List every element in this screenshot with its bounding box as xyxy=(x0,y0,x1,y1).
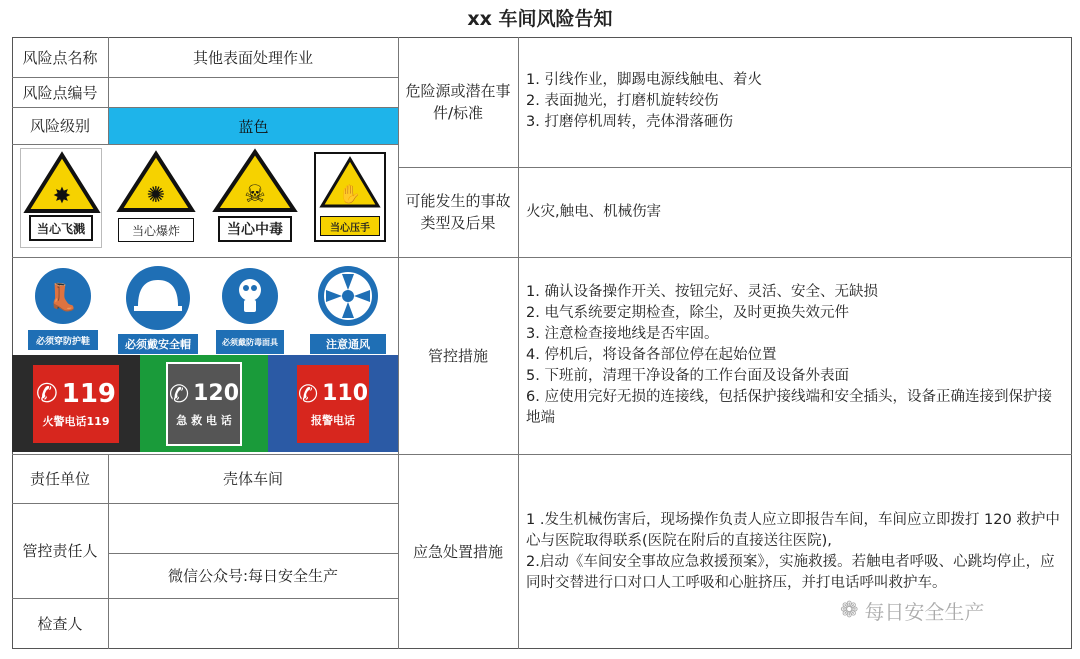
ambulance-phone-label: 急 救 电 话 xyxy=(176,413,232,427)
svg-text:✋: ✋ xyxy=(338,184,362,205)
warning-triangle-icon xyxy=(110,148,202,218)
phone-icon: ✆ xyxy=(35,378,58,409)
fire-phone-label: 火警电话119 xyxy=(42,414,110,428)
watermark xyxy=(840,596,984,625)
list-item: 3. 注意检查接地线是否牢固。 xyxy=(526,326,719,342)
control-person-value xyxy=(108,503,398,553)
hazard-label: 危险源或潜在事件/标准 xyxy=(405,82,511,122)
warning-sign-label: 当心爆炸 xyxy=(118,218,194,242)
list-item: 1 .发生机械伤害后，现场操作负责人应立即报告车间，车间应立即拨打 120 救护中心与医院取得联系(医院在附后的直接送往医院), xyxy=(526,512,1060,549)
ambulance-phone-number: 120 xyxy=(193,381,240,406)
list-item: 2. 电气系统要定期检查，除尘，及时更换失效元件 xyxy=(526,305,849,321)
mandatory-sign-shoes xyxy=(28,264,98,350)
svg-text:✺: ✺ xyxy=(146,183,166,208)
svg-text:👢: 👢 xyxy=(46,283,80,313)
protective-shoes-icon xyxy=(28,264,98,330)
warning-sign-poison xyxy=(210,148,300,248)
police-phone-sign xyxy=(268,355,398,452)
list-item: 2.启动《车间安全事故应急救援预案》，实施救援。若触电者呼吸、心跳均停止，应同时交替进行口对口人工呼吸和心脏挤压，并打电话呼叫救护车。 xyxy=(526,554,1055,591)
ventilation-fan-icon xyxy=(310,262,386,330)
safety-helmet-icon xyxy=(118,262,198,334)
svg-text:✸: ✸ xyxy=(52,184,72,209)
warning-sign-crush xyxy=(314,152,386,242)
ambulance-phone-sign xyxy=(140,355,268,452)
warning-sign-flying xyxy=(20,148,102,248)
phone-icon: ✆ xyxy=(297,379,319,408)
control-person-label: 管控责任人 xyxy=(22,542,98,560)
accident-label: 可能发生的事故类型及后果 xyxy=(405,192,511,232)
wechat-note: 微信公众号:每日安全生产 xyxy=(167,567,339,585)
hazard-list xyxy=(526,70,1066,133)
page-title: xx 车间风险告知 xyxy=(467,8,613,30)
risk-level-label: 风险级别 xyxy=(29,117,90,135)
police-phone-label: 报警电话 xyxy=(311,413,355,427)
mandatory-sign-gas-mask xyxy=(216,262,284,354)
warning-sign-label: 当心压手 xyxy=(320,216,380,236)
list-item: 4. 停机后，将设备各部位停在起始位置 xyxy=(526,347,777,363)
control-label: 管控措施 xyxy=(427,347,488,365)
list-item: 6. 应使用完好无损的连接线，包括保护接线端和安全插头，设备正确连接到保护接地端 xyxy=(526,389,1052,426)
list-item: 1. 确认设备操作开关、按钮完好、灵活、安全、无缺损 xyxy=(526,284,878,300)
mandatory-sign-label: 必须戴防毒面具 xyxy=(216,330,284,354)
emergency-label: 应急处置措施 xyxy=(412,543,503,561)
risk-point-name-value: 其他表面处理作业 xyxy=(192,48,313,67)
mandatory-sign-label: 必须穿防护鞋 xyxy=(28,330,98,350)
list-item: 2. 表面抛光，打磨机旋转绞伤 xyxy=(526,93,719,109)
fire-phone-sign xyxy=(12,355,140,452)
accident-value: 火灾,触电、机械伤害 xyxy=(526,204,662,220)
emergency-list xyxy=(526,510,1066,594)
warning-triangle-icon xyxy=(21,149,103,219)
inspector-value xyxy=(108,598,398,649)
watermark-text: 每日安全生产 xyxy=(864,600,985,624)
list-item: 5. 下班前，清理干净设备的工作台面及设备外表面 xyxy=(526,368,849,384)
warning-sign-label: 当心飞溅 xyxy=(29,215,93,241)
warning-triangle-icon xyxy=(316,154,384,212)
risk-point-name-label: 风险点名称 xyxy=(22,48,98,67)
responsible-unit-value: 壳体车间 xyxy=(222,470,283,488)
risk-point-no-value xyxy=(108,77,398,107)
warning-triangle-icon xyxy=(210,148,300,218)
control-list xyxy=(526,282,1066,429)
inspector-label: 检查人 xyxy=(37,615,83,633)
responsible-unit-label: 责任单位 xyxy=(29,470,90,488)
mandatory-sign-label: 注意通风 xyxy=(310,334,386,354)
mandatory-sign-ventilation xyxy=(310,262,386,354)
warning-sign-label: 当心中毒 xyxy=(218,216,292,242)
risk-point-no-label: 风险点编号 xyxy=(22,83,98,102)
warning-sign-explosion xyxy=(110,148,202,248)
police-phone-number: 110 xyxy=(322,381,369,406)
list-item: 3. 打磨停机周转，壳体滑落砸伤 xyxy=(526,114,733,130)
gas-mask-icon xyxy=(216,262,284,330)
wechat-icon: ❁ xyxy=(840,598,859,623)
risk-level-value: 蓝色 xyxy=(109,108,398,144)
fire-phone-number: 119 xyxy=(61,378,117,409)
svg-text:☠: ☠ xyxy=(244,180,266,208)
mandatory-sign-label: 必须戴安全帽 xyxy=(118,334,198,354)
phone-icon: ✆ xyxy=(168,379,190,408)
mandatory-sign-helmet xyxy=(118,262,198,354)
list-item: 1. 引线作业，脚踢电源线触电、着火 xyxy=(526,72,762,88)
